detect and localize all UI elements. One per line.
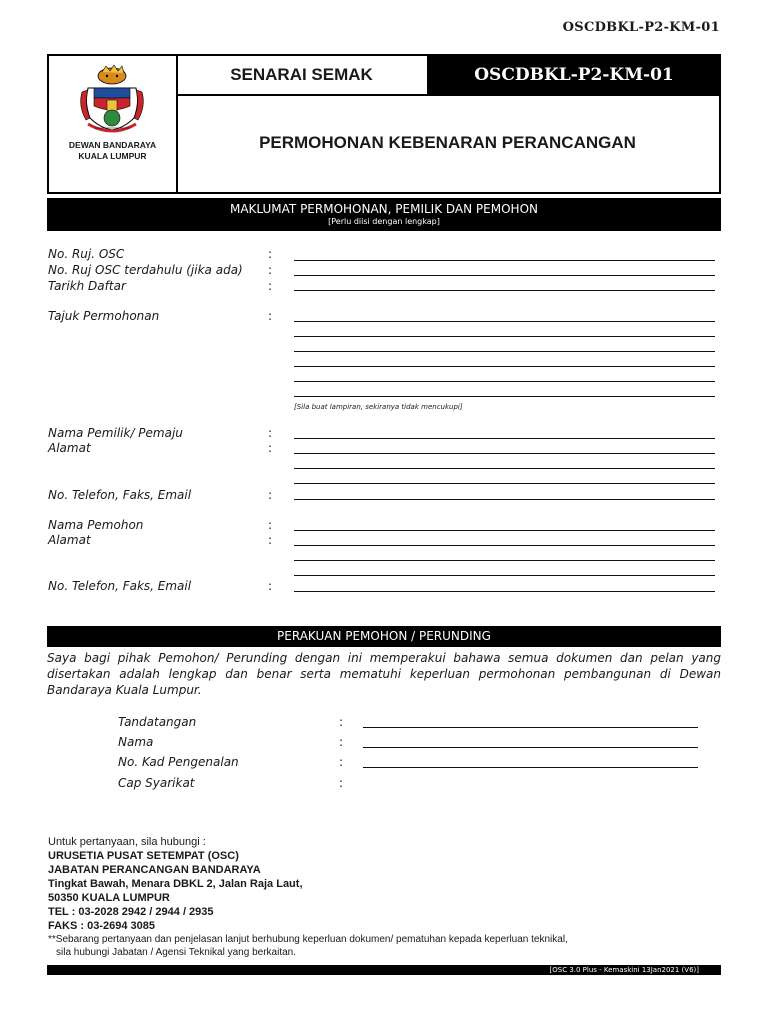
technical-note bbox=[48, 933, 568, 959]
form-code: OSCDBKL-P2-KM-01 bbox=[429, 56, 719, 96]
section-declaration-header: PERAKUAN PEMOHON / PERUNDING bbox=[47, 626, 721, 647]
label-kad-pengenalan: No. Kad Pengenalan bbox=[118, 755, 239, 769]
field-tarikh-daftar[interactable] bbox=[294, 290, 715, 291]
field-alamat-pemilik-line[interactable] bbox=[294, 483, 715, 484]
section-application-info-header bbox=[47, 198, 721, 231]
field-nama[interactable] bbox=[363, 747, 698, 748]
field-nama-pemilik[interactable] bbox=[294, 438, 715, 439]
field-alamat-pemohon-line[interactable] bbox=[294, 560, 715, 561]
org-line1: DEWAN BANDARAYA bbox=[68, 140, 157, 150]
field-ruj-osc[interactable] bbox=[294, 260, 715, 261]
colon: : bbox=[268, 518, 273, 532]
contact-intro: Untuk pertanyaan, sila hubungi : bbox=[48, 836, 206, 848]
field-tandatangan[interactable] bbox=[363, 727, 698, 728]
logo-cell bbox=[49, 56, 178, 192]
version-label: [OSC 3.0 Plus - Kemaskini 13Jan2021 (V6)] bbox=[549, 966, 699, 974]
field-tajuk-line[interactable] bbox=[294, 396, 715, 397]
contact-unit: URUSETIA PUSAT SETEMPAT (OSC) bbox=[48, 850, 239, 862]
contact-fax: FAKS : 03-2694 3085 bbox=[48, 920, 156, 932]
label-cap-syarikat: Cap Syarikat bbox=[118, 776, 195, 790]
colon: : bbox=[268, 263, 273, 277]
field-alamat-pemilik-line[interactable] bbox=[294, 468, 715, 469]
organisation-name bbox=[49, 140, 176, 162]
contact-address-line1: Tingkat Bawah, Menara DBKL 2, Jalan Raja Laut, bbox=[48, 878, 303, 890]
label-telefon-pemohon: No. Telefon, Faks, Email bbox=[48, 579, 192, 593]
colon: : bbox=[339, 776, 344, 790]
section1-subtitle: [Perlu diisi dengan lengkap] bbox=[328, 217, 440, 226]
colon: : bbox=[339, 755, 344, 769]
colon: : bbox=[268, 579, 273, 593]
label-ruj-osc: No. Ruj. OSC bbox=[48, 247, 125, 261]
label-alamat-pemohon: Alamat bbox=[48, 533, 91, 547]
note-line2: sila hubungi Jabatan / Agensi Teknikal yang berkaitan. bbox=[56, 947, 296, 958]
colon: : bbox=[268, 488, 273, 502]
field-tajuk-line[interactable] bbox=[294, 321, 715, 322]
checklist-title: SENARAI SEMAK bbox=[176, 56, 429, 96]
colon: : bbox=[268, 309, 273, 323]
colon: : bbox=[268, 247, 273, 261]
label-nama-pemilik: Nama Pemilik/ Pemaju bbox=[48, 426, 183, 440]
label-telefon-pemilik: No. Telefon, Faks, Email bbox=[48, 488, 192, 502]
field-telefon-pemilik[interactable] bbox=[294, 499, 715, 500]
footer-bar bbox=[47, 965, 721, 975]
label-tandatangan: Tandatangan bbox=[118, 715, 197, 729]
field-alamat-pemohon-line[interactable] bbox=[294, 545, 715, 546]
header-box bbox=[47, 54, 721, 194]
field-tajuk-line[interactable] bbox=[294, 381, 715, 382]
label-ruj-osc-dahulu: No. Ruj OSC terdahulu (jika ada) bbox=[48, 263, 243, 277]
field-kad-pengenalan[interactable] bbox=[363, 767, 698, 768]
label-alamat-pemilik: Alamat bbox=[48, 441, 91, 455]
colon: : bbox=[268, 279, 273, 293]
field-nama-pemohon[interactable] bbox=[294, 530, 715, 531]
field-tajuk-line[interactable] bbox=[294, 336, 715, 337]
colon: : bbox=[339, 715, 344, 729]
section1-title: MAKLUMAT PERMOHONAN, PEMILIK DAN PEMOHON bbox=[229, 202, 538, 216]
field-tajuk-line[interactable] bbox=[294, 351, 715, 352]
label-tarikh-daftar: Tarikh Daftar bbox=[48, 279, 126, 293]
field-alamat-pemilik-line[interactable] bbox=[294, 453, 715, 454]
field-alamat-pemohon-line[interactable] bbox=[294, 575, 715, 576]
contact-telephone: TEL : 03-2028 2942 / 2944 / 2935 bbox=[48, 906, 214, 918]
colon: : bbox=[268, 441, 273, 455]
colon: : bbox=[268, 426, 273, 440]
document-code-top: OSCDBKL-P2-KM-01 bbox=[562, 20, 720, 35]
colon: : bbox=[339, 735, 344, 749]
contact-department: JABATAN PERANCANGAN BANDARAYA bbox=[48, 864, 261, 876]
colon: : bbox=[268, 533, 273, 547]
field-tajuk-line[interactable] bbox=[294, 366, 715, 367]
org-line2: KUALA LUMPUR bbox=[78, 151, 147, 161]
field-telefon-pemohon[interactable] bbox=[294, 591, 715, 592]
dbkl-crest-logo bbox=[74, 62, 150, 140]
form-subtitle: PERMOHONAN KEBENARAN PERANCANGAN bbox=[259, 133, 636, 152]
attachment-hint: [Sila buat lampiran, sekiranya tidak mencukupi] bbox=[294, 403, 463, 411]
label-nama-pemohon: Nama Pemohon bbox=[48, 518, 144, 532]
declaration-text: Saya bagi pihak Pemohon/ Perunding dengan ini memperakui bahawa semua dokumen dan pelan yang disertakan adalah lengkap dan benar serta mematuhi keperluan permohonan pembangunan di Dewan Bandaraya Kuala Lumpur. bbox=[47, 651, 721, 697]
note-line1: **Sebarang pertanyaan dan penjelasan lanjut berhubung keperluan dokumen/ pematuhan kepada keperluan teknikal, bbox=[48, 934, 568, 945]
label-tajuk-permohonan: Tajuk Permohonan bbox=[48, 309, 160, 323]
contact-address-line2: 50350 KUALA LUMPUR bbox=[48, 892, 170, 904]
contact-block bbox=[48, 835, 303, 933]
label-nama: Nama bbox=[118, 735, 154, 749]
field-ruj-osc-dahulu[interactable] bbox=[294, 275, 715, 276]
